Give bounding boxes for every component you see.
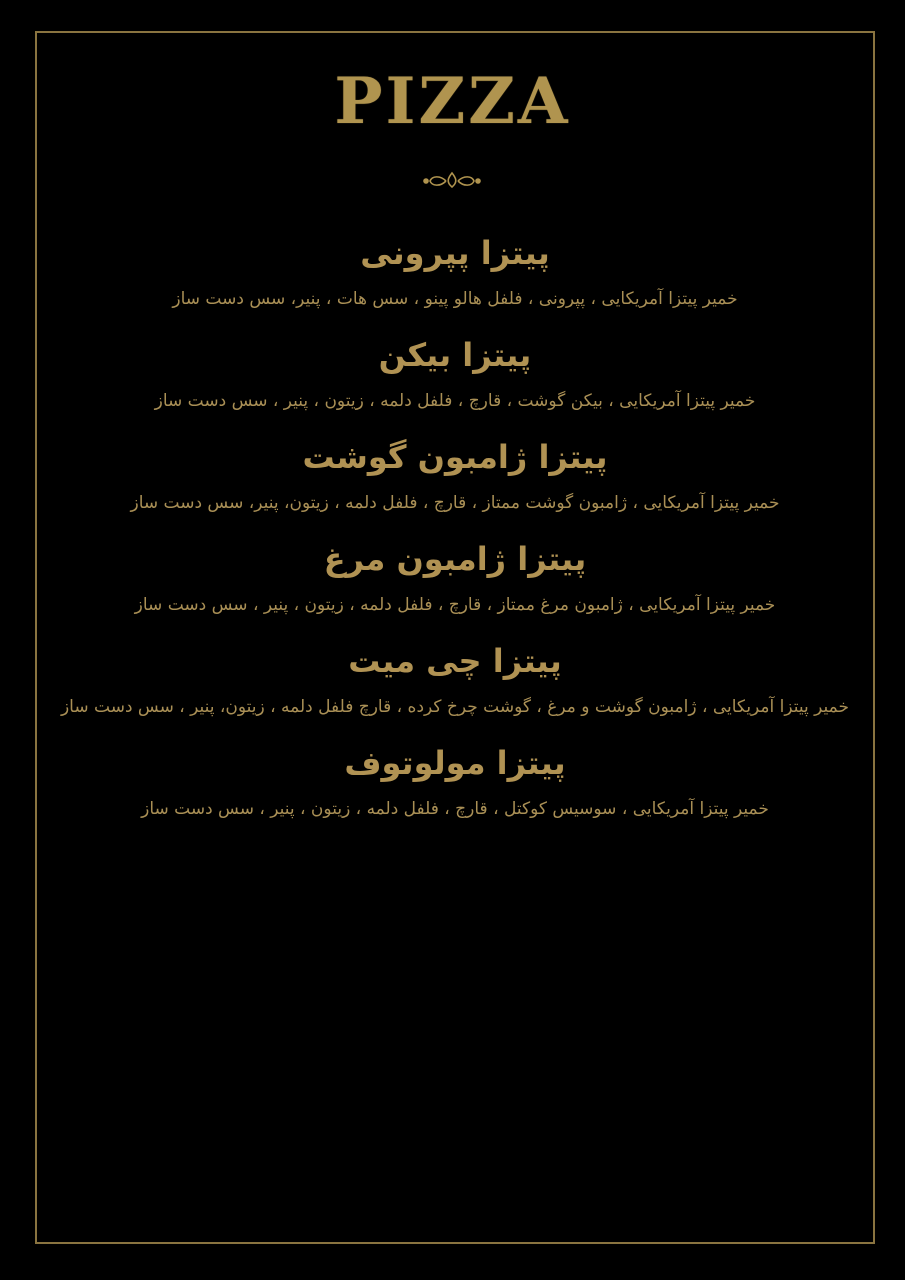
pizza-menu-list bbox=[40, 225, 870, 837]
menu-item bbox=[40, 633, 870, 725]
menu-item-description: خمیر پیتزا آمریکایی ، ژامبون گوشت و مرغ ، گوشت چرخ کرده ، قارچ فلفل دلمه ، زیتون، پنیر ، سس دست ساز bbox=[60, 697, 850, 717]
page-title: PIZZA bbox=[334, 64, 571, 139]
menu-item-description: خمیر پیتزا آمریکایی ، پپرونی ، فلفل هالو پینو ، سس هات ، پنیر، سس دست ساز bbox=[172, 289, 738, 309]
menu-item-name: پیتزا چی میت bbox=[348, 642, 562, 680]
menu-item bbox=[40, 327, 870, 419]
menu-item-description: خمیر پیتزا آمریکایی ، ژامبون مرغ ممتاز ، قارچ ، فلفل دلمه ، زیتون ، پنیر ، سس دست ساز bbox=[134, 595, 776, 615]
menu-item bbox=[40, 531, 870, 623]
menu-item-description: خمیر پیتزا آمریکایی ، ژامبون گوشت ممتاز ، قارچ ، فلفل دلمه ، زیتون، پنیر، سس دست ساز bbox=[130, 493, 780, 513]
menu-item-name: پیتزا بیکن bbox=[378, 336, 532, 374]
menu-item-description: خمیر پیتزا آمریکایی ، سوسیس کوکتل ، قارچ ، فلفل دلمه ، زیتون ، پنیر ، سس دست ساز bbox=[141, 799, 769, 819]
ornament-divider-icon bbox=[100, 170, 805, 192]
menu-item-name: پیتزا ژامبون مرغ bbox=[323, 540, 587, 578]
menu-item-name: پیتزا ژامبون گوشت bbox=[302, 438, 608, 476]
menu-item-name: پیتزا پپرونی bbox=[360, 234, 550, 272]
menu-item-description: خمیر پیتزا آمریکایی ، بیکن گوشت ، قارچ ، فلفل دلمه ، زیتون ، پنیر ، سس دست ساز bbox=[154, 391, 756, 411]
menu-item-name: پیتزا مولوتوف bbox=[344, 744, 566, 782]
menu-item bbox=[40, 225, 870, 317]
menu-item bbox=[40, 735, 870, 827]
menu-item bbox=[40, 429, 870, 521]
